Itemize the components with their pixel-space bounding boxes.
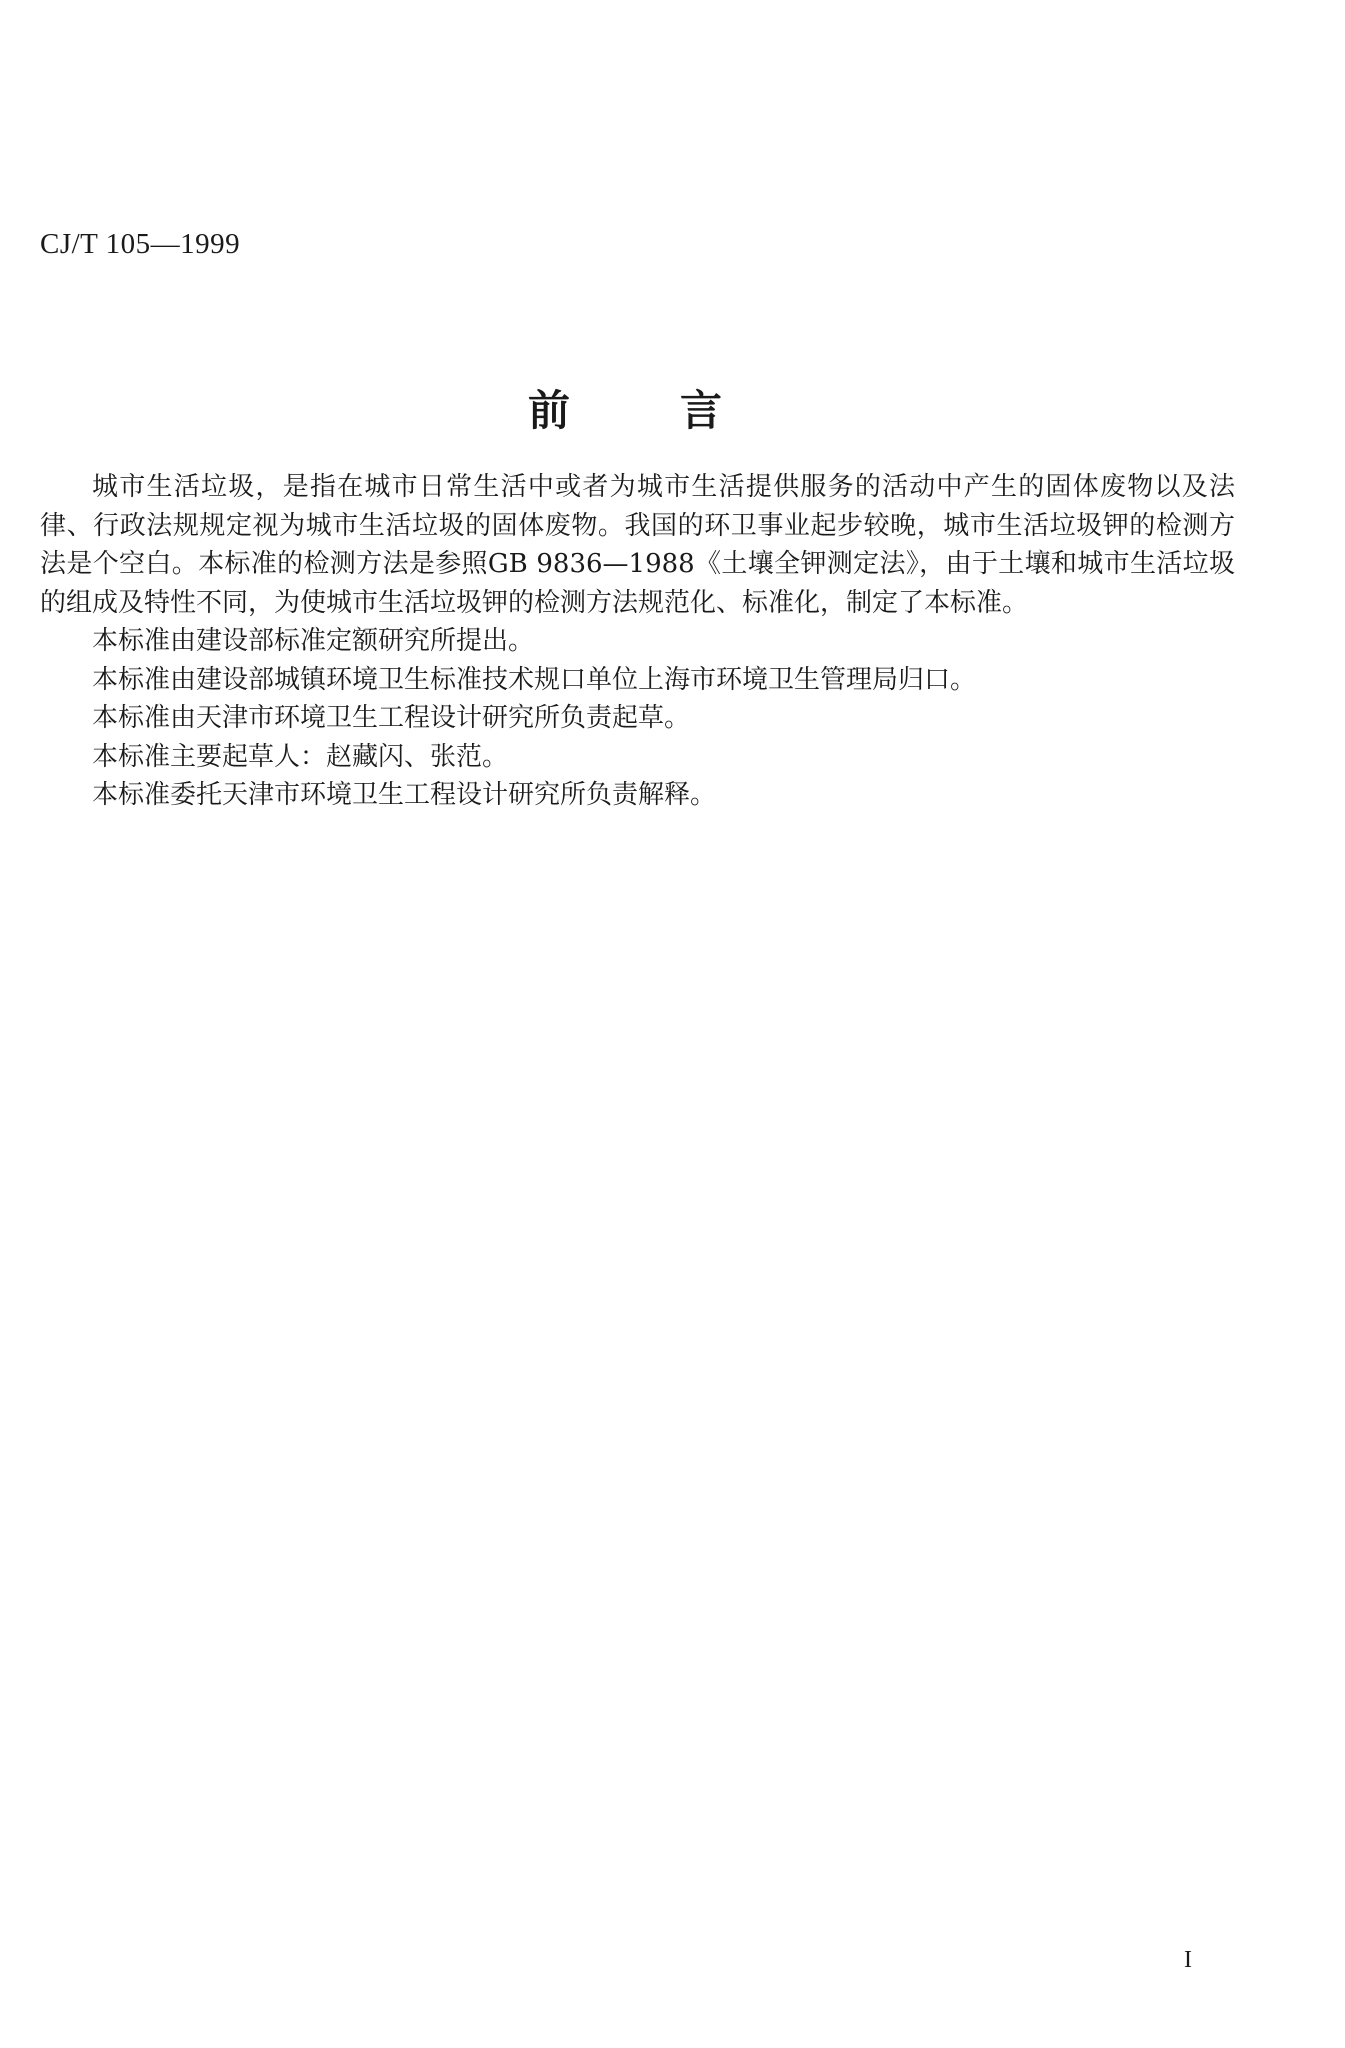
page-title: 前言 bbox=[527, 386, 832, 435]
paragraph-administrator: 本标准由建设部城镇环境卫生标准技术规口单位上海市环境卫生管理局归口。 bbox=[92, 664, 977, 695]
standard-number: CJ/T 105—1999 bbox=[40, 228, 241, 260]
paragraph-proposer: 本标准由建设部标准定额研究所提出。 bbox=[92, 626, 535, 656]
paragraph-intro: 城市生活垃圾，是指在城市日常生活中或者为城市生活提供服务的活动中产生的固体废物以及法律、行政法规规定视为城市生活垃圾的固体废物。我国的环卫事业起步较晚，城市生活垃圾钾的检测方法是个空白。本标准的检测方法是参照GB 9836—1988《土壤全钾测定法》，由于土壤和城市生活垃圾的组成及特性不同，为使城市生活垃圾钾的检测方法规范化、标准化，制定了本标准。 bbox=[40, 472, 1235, 618]
paragraph-interpretation: 本标准委托天津市环境卫生工程设计研究所负责解释。 bbox=[92, 780, 717, 810]
paragraph-drafter: 本标准由天津市环境卫生工程设计研究所负责起草。 bbox=[92, 703, 691, 733]
paragraph-authors: 本标准主要起草人：赵藏闪、张范。 bbox=[92, 741, 509, 772]
page-number: I bbox=[1184, 1947, 1192, 1973]
preface-body bbox=[40, 468, 1235, 815]
